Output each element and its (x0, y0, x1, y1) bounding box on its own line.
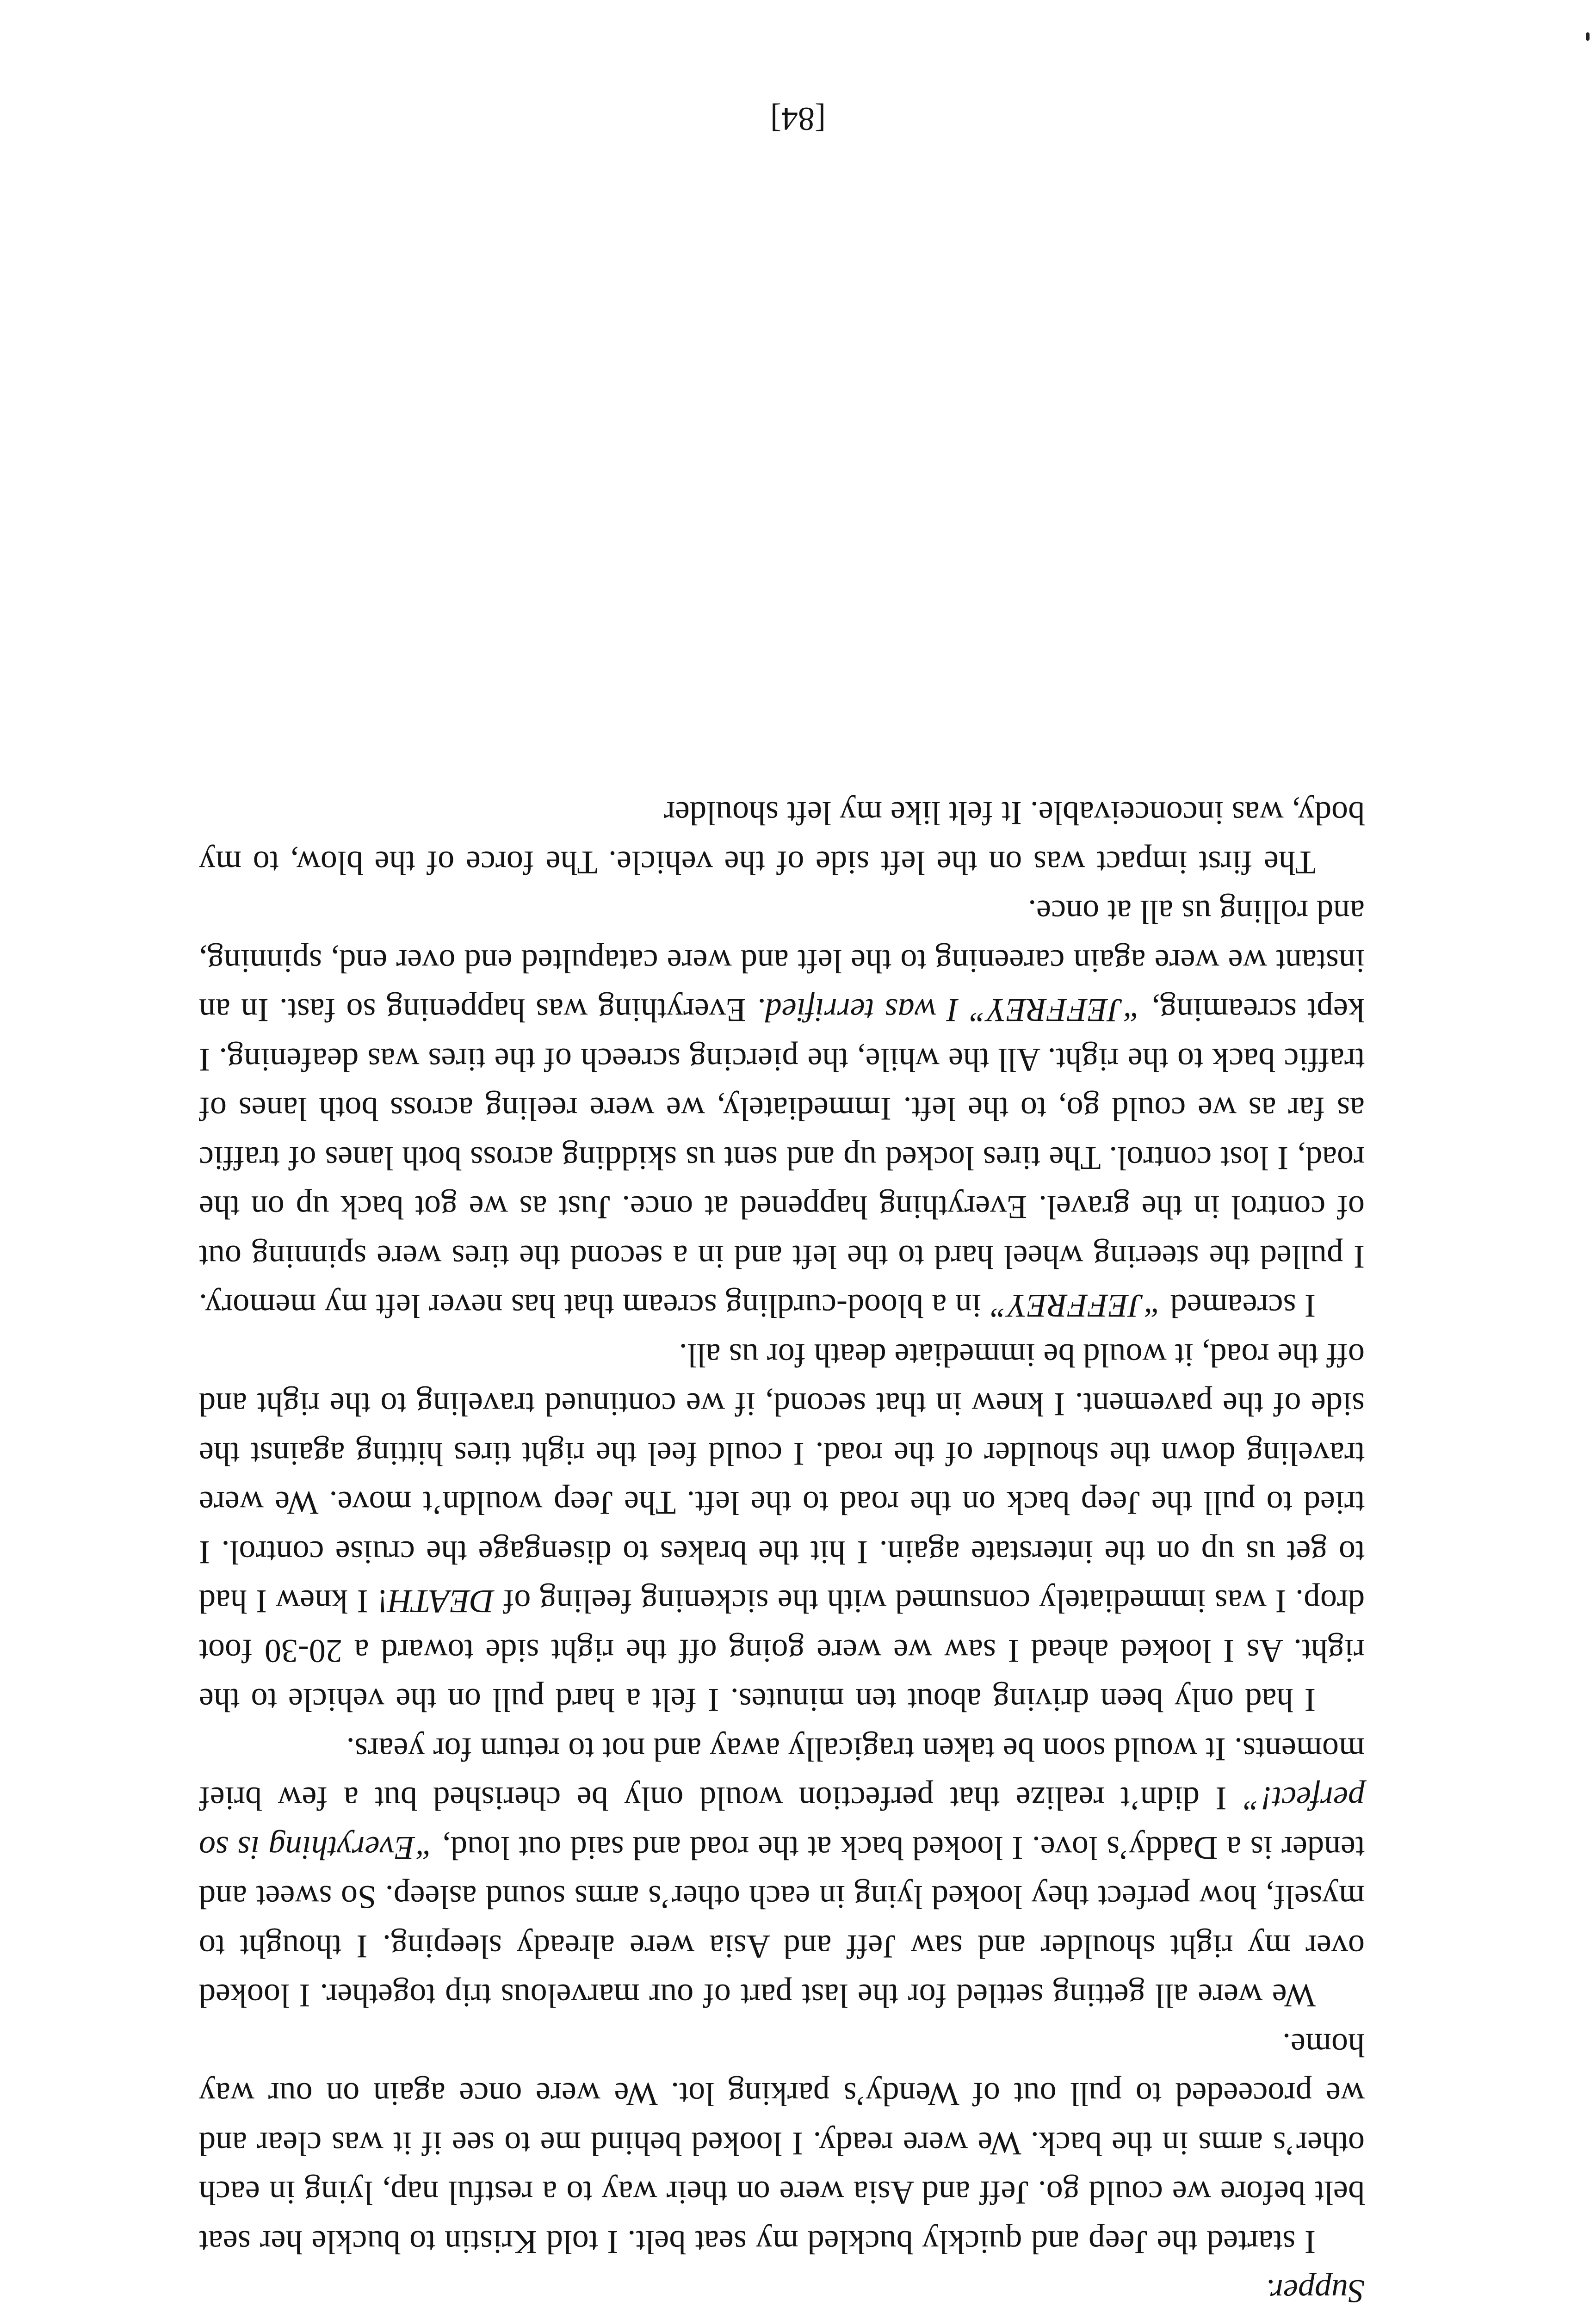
paragraph (199, 1725, 1365, 2021)
text-run: ! I knew I had to get us up on the interstate again. I hit the brakes to disengage the cruise control. I tried to pull the Jeep back on the road to the left. The Jeep wouldn’t move. We were traveling down the shoulder of the road. I could feel the right tires hitting against the side of the pavement. I knew in that second, if we continued traveling to the right and off the road, it would be immediate death for us all. (199, 1337, 1365, 1620)
paragraph (199, 887, 1365, 1331)
paragraph (199, 2267, 1365, 2313)
paragraph (199, 2021, 1365, 2267)
text-run: in a blood-curdling scream that has never left my memory. I pulled the steering wheel hard to the left and in a second the tires were spinning out of control in the gravel. Everything happened at once. Just as we got back up on the road, I lost control. The tires locked up and sent us skidding across both lanes of traffic as far as we could go, to the left. Immediately, we were reeling across both lanes of traffic back to the right. All the while, the piercing screech of the tires was deafening. I kept screaming, (199, 992, 1365, 1325)
body-text (199, 789, 1365, 2313)
text-run: I started the Jeep and quickly buckled my seat belt. I told Kristin to buckle her seat belt before we could go. Jeff and Asia were on their way to a restful nap, lying in each other’s arms in the back. We were ready. I looked behind me to see if it was clear and we proceeded to pull out of Wendy’s parking lot. We were once again on our way home. (199, 2027, 1365, 2261)
page-number: [84] (770, 100, 826, 137)
italic-run: “JEFFREY” I was terrified. (756, 992, 1141, 1029)
text-run: I screamed (1162, 1287, 1316, 1325)
italic-run: DEATH (388, 1583, 495, 1620)
text-run: We were all getting settled for the last part of our marvelous trip together. I looked over my right shoulder and saw Jeff and Asia were already sleeping. I thought to myself, how perfect they looked lying in each other’s arms sound asleep. So sweet and tender is a Daddy’s love. I looked back at the road and said out loud, (199, 1830, 1365, 2015)
scan-speck (1586, 32, 1590, 41)
italic-run: “Everything is so perfect!” (199, 1780, 1365, 1867)
text-run: Everything was happening so fast. In an instant we were again careening to the left and were catapulted end over end, spinning, and rolling us all at once. (199, 893, 1365, 1029)
italic-run: Supper. (1266, 2273, 1365, 2310)
text-run: I didn’t realize that perfection would only be cherished but a few brief moments. It would soon be taken tragically away and not to return for years. (199, 1731, 1365, 1818)
text-run: The first impact was on the left side of the vehicle. The force of the blow, to my body, was inconceivable. It felt like my left shoulder (199, 795, 1365, 881)
italic-run: “JEFFREY” (990, 1287, 1162, 1325)
paragraph (199, 1331, 1365, 1725)
text-run: I had only been driving about ten minutes. I felt a hard pull on the vehicle to the right. As I looked ahead I saw we were going off the right side toward a 20-30 foot drop. I was immediately consumed with the sickening feeling of (199, 1583, 1365, 1719)
paragraph (199, 789, 1365, 887)
